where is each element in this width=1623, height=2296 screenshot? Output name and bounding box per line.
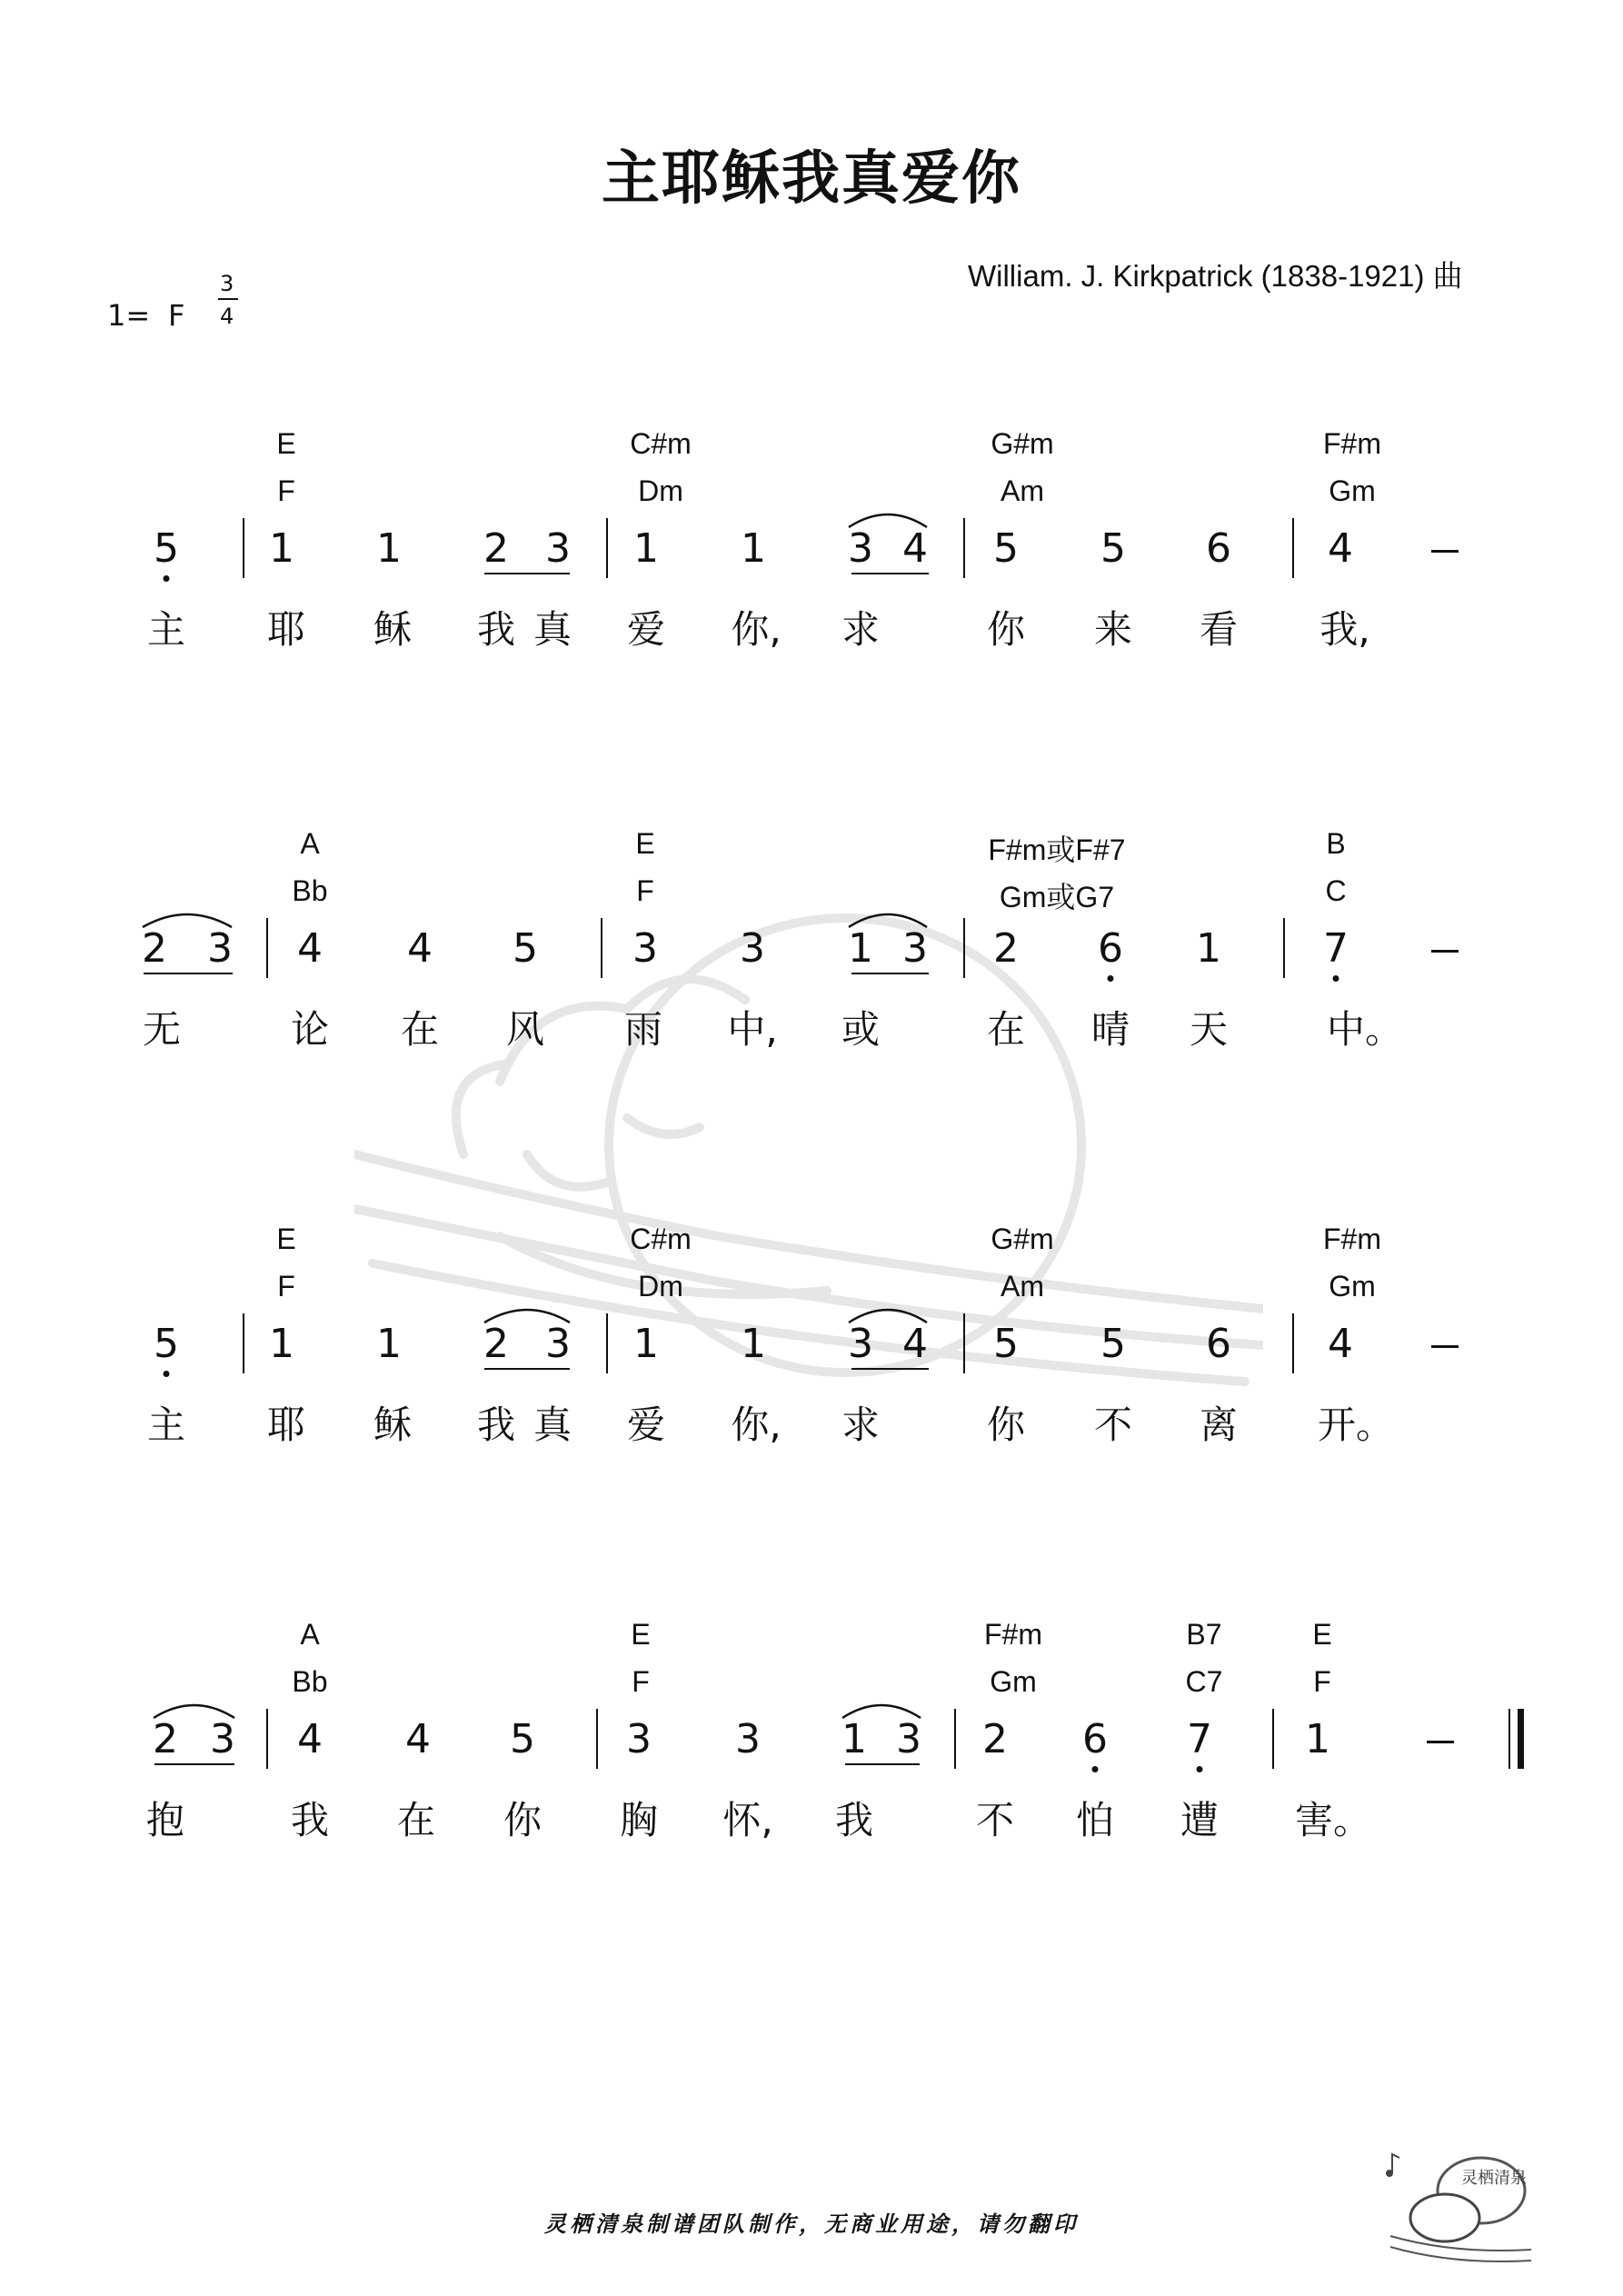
jianpu-note: 3 xyxy=(848,525,873,572)
chord-lower: Gm或G7 xyxy=(999,881,1115,913)
low-octave-dot xyxy=(1197,1766,1203,1772)
jianpu-note: 5 xyxy=(993,1321,1019,1367)
jianpu-note: 5 xyxy=(154,525,179,572)
key-signature-prefix: 1= xyxy=(107,298,151,333)
chord-upper: B7 xyxy=(1186,1618,1222,1651)
lyric-char: 或 xyxy=(841,1007,880,1052)
lyric-char: 来 xyxy=(1093,607,1132,652)
sustain-dash xyxy=(1427,1741,1454,1743)
bar-line xyxy=(606,518,608,578)
bar-line xyxy=(596,1709,598,1769)
chord-upper: A xyxy=(300,1618,320,1651)
chord-upper: C#m xyxy=(630,1223,692,1255)
chord-lower: Am xyxy=(1001,474,1044,507)
chord-lower: Gm xyxy=(1329,1270,1376,1303)
chord-upper: F#m xyxy=(1323,1223,1381,1255)
lyric-char: 你, xyxy=(731,1403,782,1447)
lyric-char: 不 xyxy=(975,1798,1014,1842)
jianpu-note: 7 xyxy=(1323,925,1349,972)
chord-lower: F xyxy=(277,1270,295,1303)
bar-line xyxy=(954,1709,956,1769)
lyric-char: 主 xyxy=(146,1403,185,1447)
chord-lower: C xyxy=(1325,874,1347,907)
bar-line xyxy=(1272,1709,1274,1769)
chord-upper: F#m或F#7 xyxy=(988,834,1126,866)
lyric-char: 爱 xyxy=(626,607,665,652)
lyric-char: 怀, xyxy=(722,1798,773,1842)
low-octave-dot xyxy=(1092,1766,1099,1772)
chord-upper: C#m xyxy=(630,427,692,460)
jianpu-note: 6 xyxy=(1206,525,1231,572)
slur xyxy=(847,507,929,529)
eighth-beam xyxy=(484,573,570,574)
bar-line xyxy=(1292,518,1294,578)
bar-line xyxy=(601,918,602,978)
lyric-char: 主 xyxy=(146,607,185,652)
eighth-beam xyxy=(851,573,929,574)
sustain-dash xyxy=(1431,550,1459,553)
jianpu-note: 1 xyxy=(741,525,766,572)
low-octave-dot xyxy=(1108,975,1114,982)
lyric-char: 真 xyxy=(533,607,572,652)
lyric-char: 离 xyxy=(1199,1403,1238,1447)
slur xyxy=(841,1698,922,1720)
jianpu-note: 4 xyxy=(297,1716,323,1762)
footer-notice: 灵栖清泉制谱团队制作，无商业用途，请勿翻印 xyxy=(544,2211,1079,2237)
eighth-beam xyxy=(484,1368,570,1370)
jianpu-note: 4 xyxy=(1328,525,1353,572)
jianpu-note: 3 xyxy=(740,925,765,972)
lyric-char: 在 xyxy=(396,1798,435,1842)
lyric-char: 风 xyxy=(505,1007,544,1052)
chord-upper: E xyxy=(276,427,296,460)
eighth-beam xyxy=(144,973,233,974)
chord-lower: F xyxy=(1313,1665,1331,1698)
jianpu-note: 2 xyxy=(153,1716,178,1762)
jianpu-note: 3 xyxy=(207,925,233,972)
chord-upper: E xyxy=(631,1618,651,1651)
chord-lower: Gm xyxy=(1329,474,1376,507)
sustain-dash xyxy=(1431,950,1459,953)
jianpu-note: 5 xyxy=(510,1716,535,1762)
chord-lower: F xyxy=(636,874,654,907)
sustain-dash xyxy=(1431,1345,1459,1348)
final-bar-thick xyxy=(1518,1709,1524,1769)
jianpu-note: 4 xyxy=(407,925,433,972)
low-octave-dot xyxy=(164,1371,170,1377)
time-signature-bottom: 4 xyxy=(220,304,234,329)
jianpu-note: 6 xyxy=(1082,1716,1108,1762)
jianpu-note: 3 xyxy=(210,1716,235,1762)
jianpu-note: 1 xyxy=(633,525,659,572)
chord-upper: G#m xyxy=(991,427,1054,460)
chord-lower: Dm xyxy=(638,474,683,507)
eighth-beam xyxy=(851,1368,929,1370)
jianpu-note: 4 xyxy=(1328,1321,1353,1367)
chord-lower: Bb xyxy=(292,874,328,907)
chord-upper: E xyxy=(1312,1618,1332,1651)
chord-upper: F#m xyxy=(1323,427,1381,460)
jianpu-note: 7 xyxy=(1187,1716,1212,1762)
jianpu-note: 3 xyxy=(902,925,928,972)
chord-upper: E xyxy=(276,1223,296,1255)
slur xyxy=(847,1303,929,1324)
bar-line xyxy=(963,1313,965,1373)
lyric-char: 你 xyxy=(986,607,1025,652)
bar-line xyxy=(963,918,965,978)
bar-line xyxy=(1283,918,1285,978)
lyric-char: 害。 xyxy=(1295,1798,1372,1842)
chord-upper: E xyxy=(635,827,655,860)
jianpu-note: 1 xyxy=(741,1321,766,1367)
final-bar-thin xyxy=(1508,1709,1510,1769)
bar-line xyxy=(266,1709,268,1769)
jianpu-note: 1 xyxy=(633,1321,659,1367)
jianpu-note: 2 xyxy=(142,925,167,972)
jianpu-note: 6 xyxy=(1098,925,1123,972)
jianpu-note: 3 xyxy=(735,1716,761,1762)
lyric-char: 爱 xyxy=(626,1403,665,1447)
slur xyxy=(152,1698,236,1720)
lyric-char: 雨 xyxy=(623,1007,662,1052)
bar-line xyxy=(243,518,244,578)
jianpu-note: 2 xyxy=(483,525,509,572)
jianpu-note: 3 xyxy=(632,925,658,972)
chord-lower: F xyxy=(632,1665,650,1698)
jianpu-note: 4 xyxy=(405,1716,431,1762)
lyric-char: 求 xyxy=(841,607,880,652)
chord-lower: C7 xyxy=(1185,1665,1223,1698)
logo-text: 灵栖清泉 xyxy=(1461,2169,1527,2188)
lyric-char: 我 xyxy=(834,1798,873,1842)
lyric-char: 耶 xyxy=(266,607,305,652)
lyric-char: 晴 xyxy=(1090,1007,1130,1052)
low-octave-dot xyxy=(1333,975,1339,982)
slur xyxy=(847,907,929,929)
jianpu-note: 3 xyxy=(848,1321,873,1367)
lyric-char: 耶 xyxy=(266,1403,305,1447)
jianpu-note: 1 xyxy=(848,925,873,972)
jianpu-note: 4 xyxy=(902,525,928,572)
lyric-char: 求 xyxy=(841,1403,880,1447)
jianpu-note: 4 xyxy=(297,925,323,972)
jianpu-note: 4 xyxy=(902,1321,928,1367)
jianpu-note: 1 xyxy=(841,1716,867,1762)
lyric-char: 你 xyxy=(986,1403,1025,1447)
eighth-beam xyxy=(851,973,929,974)
lyric-char: 我 xyxy=(476,607,515,652)
lyric-char: 中。 xyxy=(1327,1007,1404,1052)
jianpu-note: 6 xyxy=(1206,1321,1231,1367)
jianpu-note: 5 xyxy=(993,525,1019,572)
jianpu-note: 3 xyxy=(626,1716,652,1762)
key-signature-note: F xyxy=(168,298,185,333)
lyric-char: 我 xyxy=(476,1403,515,1447)
lyric-char: 在 xyxy=(986,1007,1025,1052)
jianpu-note: 5 xyxy=(154,1321,179,1367)
jianpu-note: 5 xyxy=(1100,1321,1126,1367)
lyric-char: 你, xyxy=(731,607,782,652)
jianpu-note: 1 xyxy=(1196,925,1221,972)
jianpu-note: 2 xyxy=(483,1321,509,1367)
chord-lower: Dm xyxy=(638,1270,683,1303)
jianpu-note: 3 xyxy=(545,525,571,572)
lyric-char: 你 xyxy=(503,1798,542,1842)
chord-lower: Gm xyxy=(990,1665,1037,1698)
lyric-char: 开。 xyxy=(1318,1403,1395,1447)
chord-upper: F#m xyxy=(984,1618,1042,1651)
jianpu-note: 1 xyxy=(1305,1716,1330,1762)
jianpu-note: 3 xyxy=(896,1716,921,1762)
composer-credit: William. J. Kirkpatrick (1838-1921) 曲 xyxy=(968,259,1463,293)
slur xyxy=(141,907,234,929)
bar-line xyxy=(266,918,268,978)
eighth-beam xyxy=(845,1763,920,1765)
time-signature-line xyxy=(218,298,238,300)
lyric-char: 稣 xyxy=(373,1403,412,1447)
lyric-char: 在 xyxy=(400,1007,439,1052)
lyric-char: 不 xyxy=(1093,1403,1132,1447)
lyric-char: 中, xyxy=(727,1007,778,1052)
lyric-char: 怕 xyxy=(1075,1798,1114,1842)
jianpu-note: 1 xyxy=(376,525,402,572)
chord-upper: B xyxy=(1326,827,1346,860)
lyric-char: 我, xyxy=(1319,607,1370,652)
chord-lower: Bb xyxy=(292,1665,328,1698)
page-title: 主耶稣我真爱你 xyxy=(602,145,1021,213)
lyric-char: 天 xyxy=(1189,1007,1228,1052)
lyric-char: 无 xyxy=(142,1007,181,1052)
eighth-beam xyxy=(154,1763,234,1765)
jianpu-note: 3 xyxy=(545,1321,571,1367)
jianpu-note: 2 xyxy=(993,925,1019,972)
lyric-char: 胸 xyxy=(619,1798,658,1842)
jianpu-note: 5 xyxy=(1100,525,1126,572)
jianpu-note: 1 xyxy=(269,1321,294,1367)
chord-lower: F xyxy=(277,474,295,507)
chord-lower: Am xyxy=(1001,1270,1044,1303)
bar-line xyxy=(243,1313,244,1373)
jianpu-note: 1 xyxy=(269,525,294,572)
jianpu-note: 5 xyxy=(513,925,538,972)
lyric-char: 论 xyxy=(290,1007,329,1052)
bar-line xyxy=(1292,1313,1294,1373)
lyric-char: 抱 xyxy=(145,1798,184,1842)
bar-line xyxy=(963,518,965,578)
jianpu-note: 1 xyxy=(376,1321,402,1367)
jianpu-note: 2 xyxy=(982,1716,1008,1762)
sheep-logo-icon xyxy=(1381,2145,1536,2272)
low-octave-dot xyxy=(164,575,170,582)
bar-line xyxy=(606,1313,608,1373)
lyric-char: 我 xyxy=(290,1798,329,1842)
time-signature-top: 3 xyxy=(220,271,234,296)
chord-upper: A xyxy=(300,827,320,860)
chord-upper: G#m xyxy=(991,1223,1054,1255)
lyric-char: 遭 xyxy=(1180,1798,1219,1842)
lyric-char: 看 xyxy=(1199,607,1238,652)
slur xyxy=(483,1303,572,1324)
lyric-char: 真 xyxy=(533,1403,572,1447)
lyric-char: 稣 xyxy=(373,607,412,652)
